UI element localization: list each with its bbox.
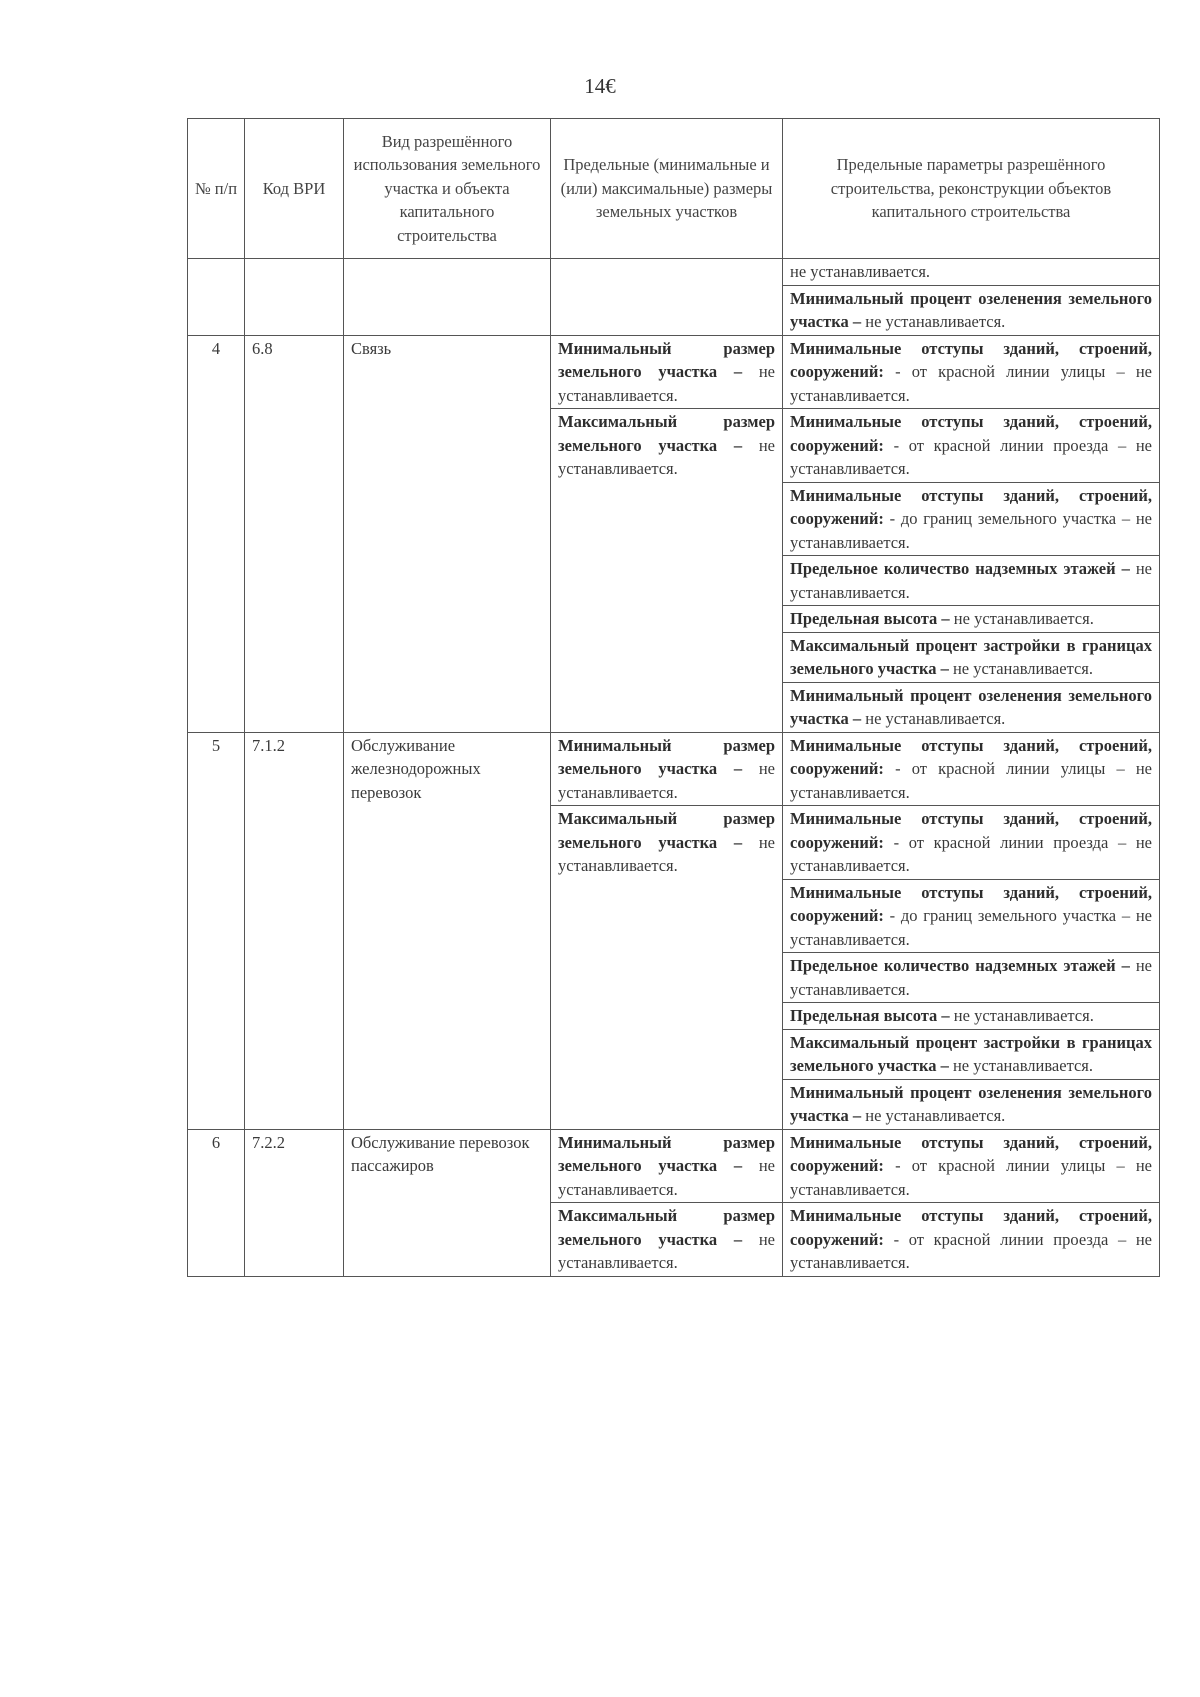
param-value: не устанавливается. (558, 832, 775, 875)
cont-code (245, 259, 344, 336)
permitted-use: Связь (344, 335, 551, 732)
param-value: - от красной линии улицы – не устанавливается. (790, 1156, 1152, 1199)
param-title: Минимальный процент озеленения земельного участка – (790, 685, 1152, 728)
param-value: не устанавливается. (865, 312, 1006, 331)
param-value: не устанавливается. (953, 1006, 1094, 1025)
param-value: не устанавливается. (952, 659, 1094, 678)
max-size-cell (551, 806, 783, 1130)
param-cell (783, 1129, 1160, 1203)
param-cell (783, 632, 1160, 682)
param-value: - от красной линии улицы – не устанавливается. (790, 362, 1152, 405)
table-body (188, 259, 1160, 1277)
param-cell (783, 259, 1160, 286)
param-cell (783, 953, 1160, 1003)
header-code: Код ВРИ (245, 119, 344, 259)
param-cell (783, 606, 1160, 633)
page-number: 14€ (584, 74, 616, 98)
param-title: Предельное количество надземных этажей – (790, 559, 1130, 578)
min-size-cell (551, 335, 783, 409)
param-value: - от красной линии проезда – не устанавливается. (790, 832, 1153, 875)
vri-code: 7.2.2 (245, 1129, 344, 1276)
param-value: не устанавливается. (558, 1156, 775, 1199)
vri-code: 6.8 (245, 335, 344, 732)
param-value: не устанавливается. (952, 1056, 1094, 1075)
param-value: не устанавливается. (790, 559, 1152, 602)
cont-size (551, 259, 783, 336)
param-cell (783, 806, 1160, 880)
cont-use (344, 259, 551, 336)
land-use-table (187, 118, 1160, 1277)
min-size-cell (551, 732, 783, 806)
param-cell (783, 682, 1160, 732)
param-cell (783, 556, 1160, 606)
param-title: Предельное количество надземных этажей – (790, 956, 1130, 975)
param-cell (783, 1003, 1160, 1030)
param-title: Минимальные отступы зданий, строений, сооружений: (790, 1206, 1152, 1249)
param-value: не устанавливается. (558, 362, 775, 405)
param-title: Минимальные отступы зданий, строений, сооружений: (790, 882, 1152, 925)
param-value: не устанавливается. (865, 709, 1006, 728)
param-value: - до границ земельного участка – не устанавливается. (790, 509, 1152, 552)
table-row (188, 1129, 1160, 1203)
param-value: не устанавливается. (790, 262, 931, 281)
param-cell (783, 482, 1160, 556)
param-title: Максимальный размер земельного участка – (558, 809, 775, 852)
row-number: 6 (188, 1129, 245, 1276)
table-row (188, 259, 1160, 286)
param-title: Минимальный процент озеленения земельного участка – (790, 288, 1152, 331)
vri-code: 7.1.2 (245, 732, 344, 1129)
param-cell (783, 732, 1160, 806)
param-value: - от красной линии проезда – не устанавливается. (790, 1229, 1153, 1272)
param-title: Минимальный размер земельного участка – (558, 1132, 775, 1175)
param-title: Максимальный размер земельного участка – (558, 412, 775, 455)
param-value: - до границ земельного участка – не устанавливается. (790, 906, 1152, 949)
param-value: не устанавливается. (558, 1229, 775, 1272)
param-title: Минимальные отступы зданий, строений, сооружений: (790, 338, 1152, 381)
param-cell (783, 335, 1160, 409)
param-title: Минимальные отступы зданий, строений, сооружений: (790, 809, 1152, 852)
permitted-use: Обслуживание железнодорожных перевозок (344, 732, 551, 1129)
param-title: Минимальный размер земельного участка – (558, 735, 775, 778)
header-params: Предельные параметры разрешённого строительства, реконструкции объектов капитального строительства (783, 119, 1160, 259)
header-use: Вид разрешённого использования земельного участка и объекта капитального строительства (344, 119, 551, 259)
param-value: - от красной линии проезда – не устанавливается. (790, 435, 1153, 478)
param-cell (783, 879, 1160, 953)
param-cell (783, 1079, 1160, 1129)
param-title: Максимальный процент застройки в границах земельного участка – (790, 1032, 1152, 1075)
row-number: 4 (188, 335, 245, 732)
param-title: Минимальные отступы зданий, строений, сооружений: (790, 412, 1152, 455)
param-title: Минимальные отступы зданий, строений, сооружений: (790, 1132, 1152, 1175)
param-title: Предельная высота – (790, 609, 950, 628)
min-size-cell (551, 1129, 783, 1203)
header-num: № п/п (188, 119, 245, 259)
param-cell (783, 409, 1160, 483)
param-cell (783, 285, 1160, 335)
param-value: не устанавливается. (790, 956, 1152, 999)
param-title: Минимальные отступы зданий, строений, сооружений: (790, 735, 1152, 778)
param-title: Минимальный процент озеленения земельного участка – (790, 1082, 1152, 1125)
param-cell (783, 1203, 1160, 1277)
param-title: Минимальный размер земельного участка – (558, 338, 775, 381)
header-size: Предельные (минимальные и (или) максимальные) размеры земельных участков (551, 119, 783, 259)
param-title: Минимальные отступы зданий, строений, сооружений: (790, 485, 1152, 528)
param-value: не устанавливается. (865, 1106, 1006, 1125)
table-row (188, 732, 1160, 806)
permitted-use: Обслуживание перевозок пассажиров (344, 1129, 551, 1276)
param-cell (783, 1029, 1160, 1079)
param-value: - от красной линии улицы – не устанавливается. (790, 759, 1152, 802)
param-title: Максимальный размер земельного участка – (558, 1206, 775, 1249)
param-value: не устанавливается. (558, 435, 775, 478)
table-header-row (188, 119, 1160, 259)
param-value: не устанавливается. (953, 609, 1094, 628)
param-value: не устанавливается. (558, 759, 775, 802)
row-number: 5 (188, 732, 245, 1129)
cont-num (188, 259, 245, 336)
table-row (188, 335, 1160, 409)
max-size-cell (551, 1203, 783, 1277)
param-title: Предельная высота – (790, 1006, 950, 1025)
param-title: Максимальный процент застройки в границах земельного участка – (790, 635, 1152, 678)
max-size-cell (551, 409, 783, 733)
